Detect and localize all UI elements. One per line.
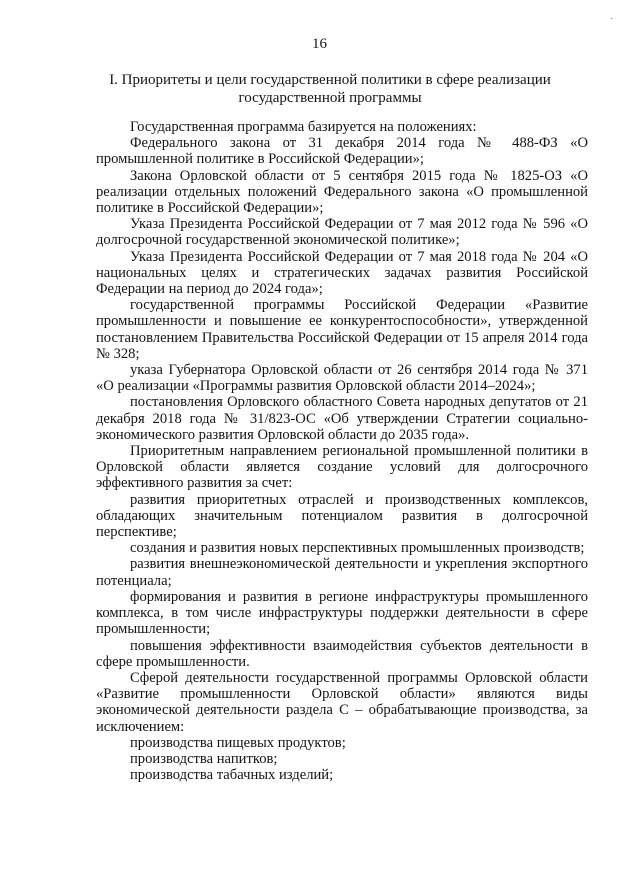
paragraph: создания и развития новых перспективных промышленных производств; [130, 540, 585, 557]
paragraph: производства напитков; [130, 750, 278, 767]
paragraph: формирования и развития в регионе инфраструктуры промышленного комплекса, в том числе инфраструктуры поддержки деятельности в сфере промышленности; [96, 588, 588, 638]
paragraph: производства пищевых продуктов; [130, 734, 346, 751]
paragraph: Указа Президента Российской Федерации от 7 мая 2012 года № 596 «О долгосрочной государственной экономической политике»; [96, 216, 588, 249]
scan-mark: · [610, 14, 614, 25]
paragraph: развития приоритетных отраслей и производственных комплексов, обладающих значительным потенциалом развития в долгосрочной перспективе; [96, 491, 588, 541]
paragraph: указа Губернатора Орловской области от 26 сентября 2014 года № 371 «О реализации «Программы развития Орловской области 2014–2024»; [96, 362, 588, 395]
paragraph: Приоритетным направлением региональной промышленной политики в Орловской области является создание условий для долгосрочного эффективного развития за счет: [96, 443, 588, 492]
paragraph: повышения эффективности взаимодействия субъектов деятельности в сфере промышленности. [96, 637, 588, 670]
paragraph: Государственная программа базируется на положениях: [130, 119, 477, 135]
section-title: I. Приоритеты и цели государственной политики в сфере реализации государственной программы [109, 72, 551, 106]
body-text [96, 119, 588, 783]
paragraph: Указа Президента Российской Федерации от 7 мая 2018 года № 204 «О национальных целях и стратегических задачах развития Российской Федерации на период до 2024 года»; [96, 248, 588, 298]
paragraph: государственной программы Российской Федерации «Развитие промышленности и повышение ее конкурентоспособности», утвержденной постановлением Правительства Российской Федерации от 15 апреля 2014 года № 328; [96, 297, 588, 362]
paragraph: постановления Орловского областного Совета народных депутатов от 21 декабря 2018 года № 31/823-ОС «Об утверждении Стратегии социально-экономического развития Орловской области до 2035 года». [96, 394, 588, 443]
paragraph: Федерального закона от 31 декабря 2014 года № 488-ФЗ «О промышленной политике в Российской Федерации»; [96, 135, 588, 168]
paragraph: развития внешнеэкономической деятельности и укрепления экспортного потенциала; [96, 556, 588, 589]
paragraph: Сферой деятельности государственной программы Орловской области «Развитие промышленности Орловской области» являются виды экономической деятельности раздела С – обрабатывающие производства, за исключением: [96, 669, 588, 735]
paragraph: производства табачных изделий; [130, 767, 334, 784]
paragraph: Закона Орловской области от 5 сентября 2015 года № 1825-ОЗ «О реализации отдельных положений Федерального закона «О промышленной политике в Российской Федерации»; [96, 167, 588, 217]
page-number: 16 [312, 36, 327, 52]
